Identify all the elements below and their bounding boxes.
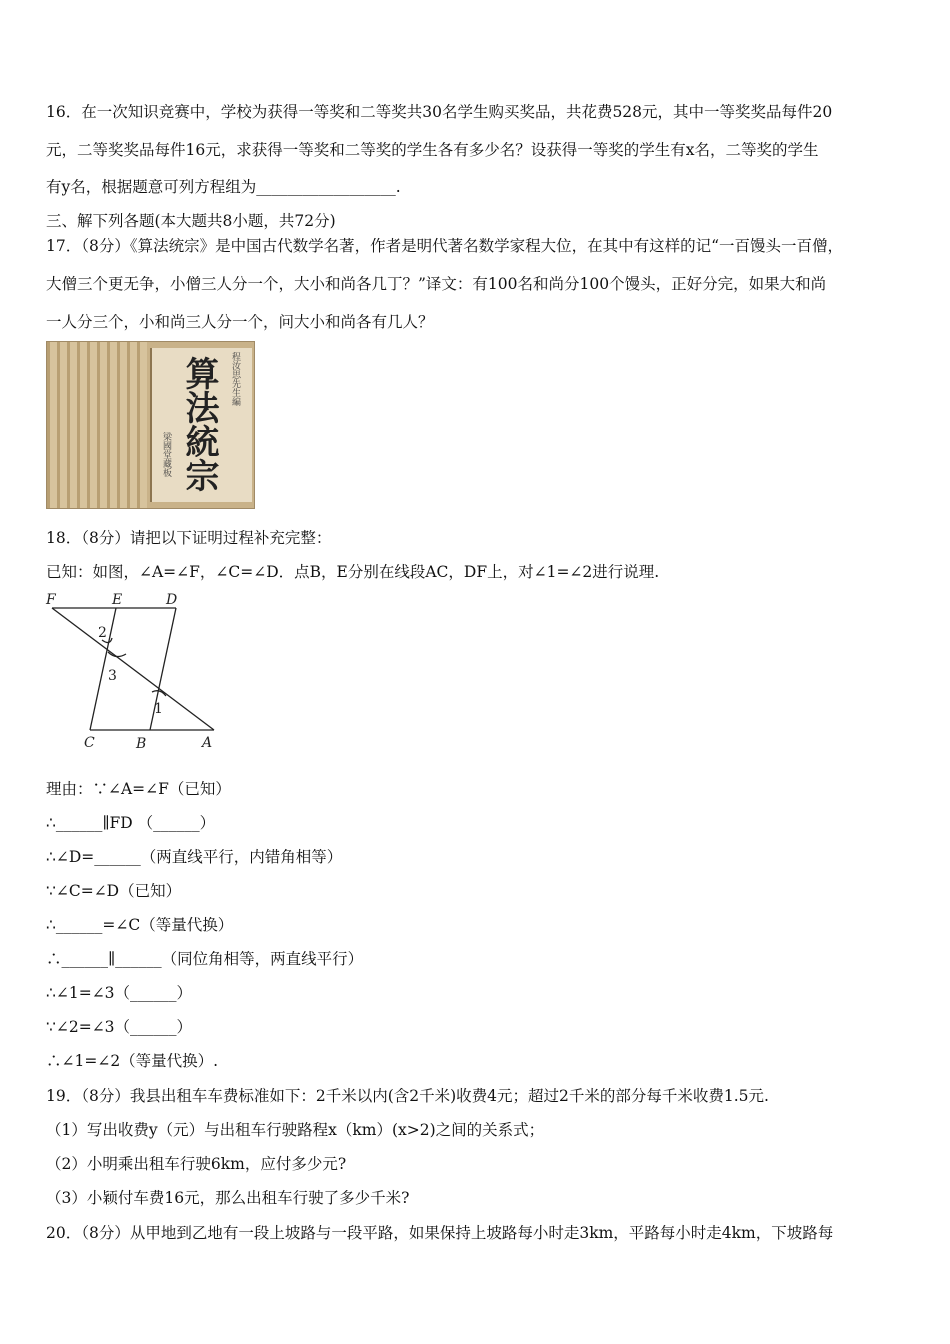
book-page-texture bbox=[47, 342, 147, 508]
book-title: 算法統宗 bbox=[179, 356, 219, 492]
proof-step-1: 理由：∵∠A=∠F（已知） bbox=[46, 780, 231, 798]
q20-line1: 20．（8分）从甲地到乙地有一段上坡路与一段平路，如果保持上坡路每小时走3km，平路每小时走4km，下坡路每 bbox=[46, 1224, 834, 1242]
proof-step-5: ∴______=∠C（等量代换） bbox=[46, 916, 234, 934]
q19-line2: （1）写出收费y（元）与出租车行驶路程x（km）(x>2)之间的关系式； bbox=[46, 1121, 545, 1139]
suanfa-tongzong-book-photo bbox=[46, 341, 255, 509]
proof-step-9: ∴∠1=∠2（等量代换）. bbox=[46, 1052, 219, 1070]
proof-step-6: ∴______∥______（同位角相等，两直线平行） bbox=[46, 950, 364, 968]
label-1: 1 bbox=[154, 701, 163, 717]
proof-step-8: ∵∠2=∠3（______） bbox=[46, 1018, 193, 1036]
label-c: C bbox=[84, 735, 95, 751]
segment-fa bbox=[52, 608, 214, 730]
q18-line1: 18．（8分）请把以下证明过程补充完整： bbox=[46, 529, 332, 547]
q17-line1: 17．（8分）《算法统宗》是中国古代数学名著，作者是明代著名数学家程大位，在其中有这样的记“一百馒头一百僧， bbox=[46, 237, 844, 255]
label-f: F bbox=[46, 592, 56, 608]
book-side-text-publisher: 梁國堂藏板 bbox=[161, 432, 171, 477]
q19-line1: 19．（8分）我县出租车车费标准如下：2千米以内(含2千米)收费4元；超过2千米的部分每千米收费1.5元. bbox=[46, 1087, 769, 1105]
label-e: E bbox=[112, 592, 123, 608]
q17-line2: 大僧三个更无争，小僧三人分一个，大小和尚各几丁？”译文：有100名和尚分100个馒头，正好分完，如果大和尚 bbox=[46, 275, 827, 293]
q18-line2: 已知：如图，∠A=∠F，∠C=∠D．点B，E分别在线段AC，DF上，对∠1=∠2进行说理. bbox=[46, 563, 660, 581]
proof-step-2: ∴______∥FD （______） bbox=[46, 814, 216, 832]
q17-line3: 一人分三个，小和尚三人分一个，问大小和尚各有几人？ bbox=[46, 313, 434, 331]
label-2: 2 bbox=[98, 625, 107, 641]
label-a: A bbox=[202, 735, 213, 751]
q16-line1: 16．在一次知识竞赛中，学校为获得一等奖和二等奖共30名学生购买奖品，共花费528元，其中一等奖奖品每件20 bbox=[46, 103, 833, 121]
proof-step-7: ∴∠1=∠3（______） bbox=[46, 984, 193, 1002]
q16-line2: 元，二等奖奖品每件16元，求获得一等奖和二等奖的学生各有多少名？设获得一等奖的学生有x名，二等奖的学生 bbox=[46, 141, 819, 159]
proof-step-3: ∴∠D=______（两直线平行，内错角相等） bbox=[46, 848, 343, 866]
q19-line3: （2）小明乘出租车行驶6km，应付多少元? bbox=[46, 1155, 347, 1173]
q16-line3: 有y名，根据题意可列方程组为__________________. bbox=[46, 178, 401, 196]
geometry-figure bbox=[40, 588, 230, 753]
label-b: B bbox=[136, 736, 147, 752]
book-side-text-author: 程汝思先生編 bbox=[230, 352, 240, 406]
proof-step-4: ∵∠C=∠D（已知） bbox=[46, 882, 182, 900]
section-heading: 三、解下列各题(本大题共8小题，共72分) bbox=[46, 212, 336, 230]
label-d: D bbox=[166, 592, 178, 608]
q19-line4: （3）小颖付车费16元，那么出租车行驶了多少千米? bbox=[46, 1189, 410, 1207]
label-3: 3 bbox=[108, 668, 117, 684]
